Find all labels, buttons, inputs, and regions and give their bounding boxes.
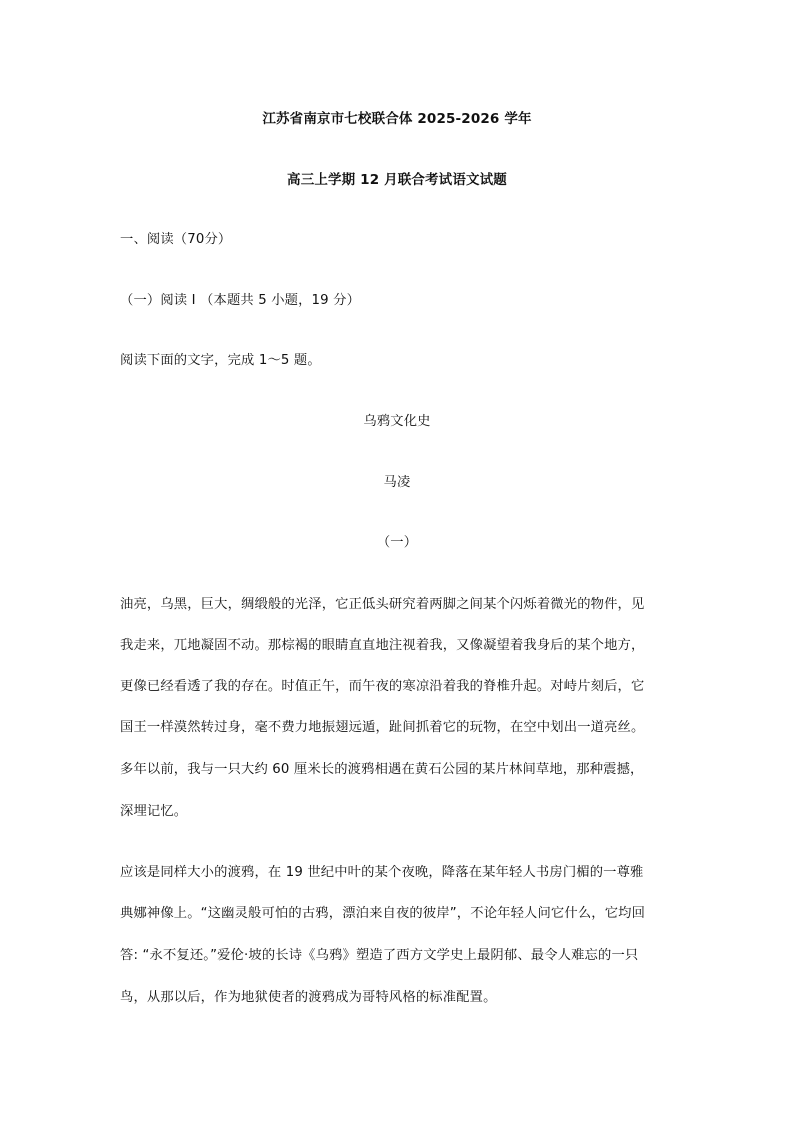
paragraph-line: 典娜神像上。“这幽灵般可怕的古鸦，漂泊来自夜的彼岸”，不论年轻人问它什么，它均回 bbox=[120, 906, 646, 921]
section-heading: 一、阅读（70分） bbox=[120, 232, 232, 247]
article-author: 马凌 bbox=[383, 475, 411, 490]
paragraph-line: 鸟，从那以后，作为地狱使者的渡鸦成为哥特风格的标准配置。 bbox=[120, 990, 497, 1005]
paragraph-line: 应该是同样大小的渡鸦，在 19 世纪中叶的某个夜晚，降落在某年轻人书房门楣的一尊雅 bbox=[120, 865, 644, 880]
subsection-heading: （一）阅读 I （本题共 5 小题，19 分） bbox=[120, 293, 361, 308]
part-label: （一） bbox=[376, 535, 418, 550]
paragraph-line: 油亮，乌黑，巨大，绸缎般的光泽，它正低头研究着两脚之间某个闪烁着微光的物件，见 bbox=[120, 597, 645, 612]
paragraph-line: 答: “永不复还。”爱伦·坡的长诗《乌鸦》塑造了西方文学史上最阴郁、最令人难忘的一只 bbox=[120, 948, 639, 963]
paragraph-line: 多年以前，我与一只大约 60 厘米长的渡鸦相遇在黄石公园的某片林间草地，那种震撼， bbox=[120, 762, 644, 777]
document-title-line1: 江苏省南京市七校联合体 2025-2026 学年 bbox=[262, 111, 532, 127]
paragraph-line: 国王一样漠然转过身，毫不费力地振翅远遁，趾间抓着它的玩物，在空中划出一道亮丝。 bbox=[120, 720, 645, 735]
document-title-line2: 高三上学期 12 月联合考试语文试题 bbox=[287, 172, 507, 188]
paragraph-line: 深埋记忆。 bbox=[120, 804, 188, 819]
instruction-text: 阅读下面的文字，完成 1～5 题。 bbox=[120, 353, 321, 368]
paragraph-line: 我走来，兀地凝固不动。那棕褐的眼睛直直地注视着我，又像凝望着我身后的某个地方， bbox=[120, 638, 645, 653]
article-title: 乌鸦文化史 bbox=[363, 414, 431, 429]
paragraph-line: 更像已经看透了我的存在。时值正午，而午夜的寒凉沿着我的脊椎升起。对峙片刻后，它 bbox=[120, 679, 645, 694]
